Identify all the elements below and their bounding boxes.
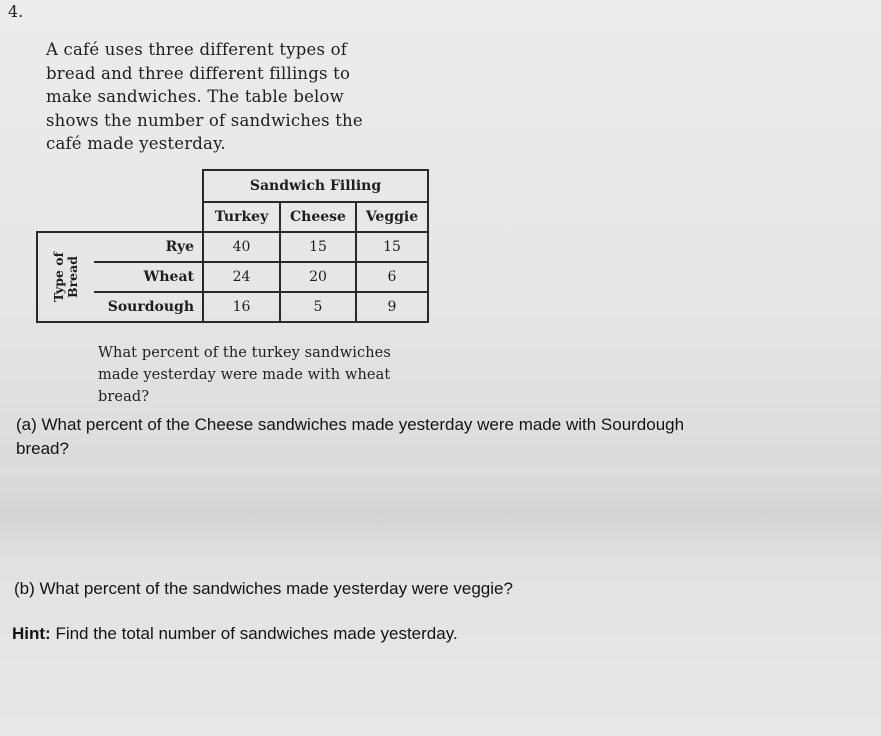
sandwich-table [36, 169, 429, 323]
row-label-wheat: Wheat [94, 262, 203, 292]
part-b-question: (b) What percent of the sandwiches made yesterday were veggie? [14, 579, 513, 598]
column-group-header: Sandwich Filling [203, 170, 428, 202]
row-label-rye: Rye [94, 232, 203, 262]
intro-line: shows the number of sandwiches the [46, 110, 363, 130]
part-a-line: bread? [16, 439, 69, 458]
table-corner [37, 170, 203, 202]
cell-sourdough-cheese: 5 [280, 292, 356, 322]
part-a-line: (a) What percent of the Cheese sandwiches made yesterday were made with Sourdough [16, 415, 685, 434]
question-line: made yesterday were made with wheat [98, 367, 391, 383]
question-line: What percent of the turkey sandwiches [98, 345, 391, 361]
intro-paragraph [46, 38, 386, 156]
hint-text: Find the total number of sandwiches made yesterday. [50, 624, 458, 643]
column-header-cheese: Cheese [280, 202, 356, 232]
table-row [37, 292, 428, 322]
cell-wheat-turkey: 24 [203, 262, 280, 292]
cell-sourdough-veggie: 9 [356, 292, 428, 322]
hint [12, 624, 458, 644]
intro-line: make sandwiches. The table below [46, 87, 344, 106]
row-group-header-line: Bread [65, 256, 80, 298]
intro-line: A café uses three different types of [46, 40, 348, 59]
hint-label: Hint: [12, 624, 51, 643]
sandwich-table-container [36, 169, 429, 323]
row-label-sourdough: Sourdough [94, 292, 203, 322]
column-header-veggie: Veggie [356, 202, 428, 232]
table-row [37, 262, 428, 292]
part-a-question [16, 413, 684, 461]
intro-line: café made yesterday. [46, 134, 226, 153]
cell-wheat-veggie: 6 [356, 262, 428, 292]
row-group-header [37, 232, 94, 322]
intro-line: bread and three different fillings to [46, 63, 351, 83]
row-group-header-line: Type of [51, 252, 66, 302]
problem-number: 4. [8, 2, 24, 21]
cell-wheat-cheese: 20 [280, 262, 356, 292]
page-shadow [0, 470, 881, 560]
table-row [37, 232, 428, 262]
cell-rye-veggie: 15 [356, 232, 428, 262]
cell-rye-cheese: 15 [280, 232, 356, 262]
cell-rye-turkey: 40 [203, 232, 280, 262]
question-line: bread? [98, 389, 150, 405]
table-corner [37, 202, 203, 232]
column-header-turkey: Turkey [203, 202, 280, 232]
cell-sourdough-turkey: 16 [203, 292, 280, 322]
question-paragraph [98, 342, 428, 408]
